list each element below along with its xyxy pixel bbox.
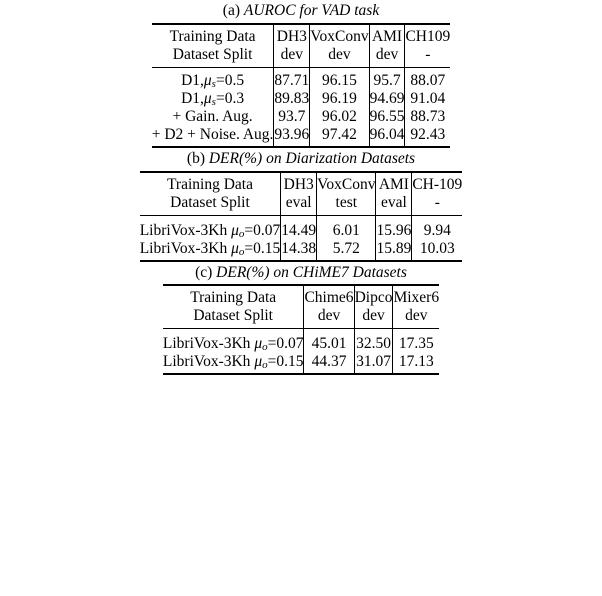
caption-b-label: (b)	[186, 149, 205, 167]
table-a-r1-label-mu: μ	[203, 89, 212, 107]
table-b-r1-c2: 5.72	[317, 240, 376, 261]
table-a-r0-c1: 87.71	[274, 71, 310, 89]
table-b-r1-label-sub: o	[238, 245, 245, 258]
table-a-r0-label-sub: s	[211, 77, 216, 90]
table-a-r2-label	[152, 108, 274, 126]
table-b-r0-c1: 14.49	[281, 221, 317, 239]
table-a-h2-c1: dev	[274, 46, 310, 68]
table-a-r3-c2: 97.42	[310, 126, 369, 147]
table-b-h2-c4: -	[412, 194, 462, 216]
table-a-r0-label-mu: μ	[203, 71, 212, 89]
caption-c-label: (c)	[195, 263, 213, 281]
table-row	[152, 72, 451, 90]
table-c-header-row-1	[163, 285, 439, 307]
table-c-h1-c0: Training Data	[163, 285, 304, 307]
table-b-h1-c4: CH-109	[412, 172, 462, 194]
table-a-r1-c3: 94.69	[369, 89, 405, 107]
table-b-wrapper	[0, 171, 602, 262]
table-a-header-row-1	[152, 24, 451, 46]
table-a-r1-label-prefix: D1,	[181, 89, 204, 107]
table-b-h2-c2: test	[317, 194, 376, 216]
table-b-r1-label-mu: μ	[231, 239, 239, 257]
table-a-r3-label	[152, 126, 274, 147]
table-c-r0-label-mu: μ	[254, 335, 263, 353]
table-row	[152, 126, 451, 147]
table-b-r1-label	[140, 240, 281, 261]
table-c-r1-c2: 31.07	[354, 353, 393, 374]
table-b-r0-c4: 9.94	[412, 222, 462, 240]
table-a-r3-c3: 96.04	[369, 126, 405, 147]
table-c-h2-c3: dev	[393, 307, 439, 329]
table-c-h2-c0: Dataset Split	[193, 307, 273, 325]
table-a-h1-c3: AMI	[369, 24, 405, 46]
table-c-r0-c1: 45.01	[304, 335, 354, 353]
table-b-r0-label-prefix: LibriVox-3Kh	[139, 221, 232, 239]
table-a-r3-c4: 92.43	[405, 126, 450, 147]
table-b-h1-c3: AMI	[376, 172, 412, 194]
table-c-r0-label-prefix: LibriVox-3Kh	[162, 335, 255, 353]
table-c-wrapper	[0, 284, 602, 375]
table-a-h2-c2: dev	[310, 46, 369, 68]
caption-b-text: DER(%) on Diarization Datasets	[208, 149, 416, 167]
table-b-r1-label-suffix: =0.15	[244, 239, 281, 257]
table-a-r0-c4: 88.07	[405, 72, 450, 90]
caption-a-text: AUROC for VAD task	[243, 2, 380, 19]
table-b-r1-c1: 14.38	[281, 240, 317, 261]
table-a-r2-c1: 93.7	[274, 108, 310, 126]
table-c-h1-c2: Dipco	[354, 285, 393, 307]
table-a-r2-label-prefix: + Gain. Aug.	[172, 107, 253, 125]
table-c-r0-label-suffix: =0.07	[267, 335, 304, 353]
table-c-r1-label-mu: μ	[254, 353, 263, 371]
table-row	[140, 240, 463, 261]
table-b-r0-label-suffix: =0.07	[244, 221, 281, 239]
table-a-h1-c2: VoxConv	[310, 24, 369, 46]
table-a-h2-c3: dev	[369, 46, 405, 68]
table-a-r0-c3: 95.7	[369, 72, 405, 90]
table-c-h1-c3: Mixer6	[393, 285, 439, 307]
table-a-h2-c4: -	[405, 46, 450, 68]
table-b-header-row-1	[140, 172, 463, 194]
table-a-wrapper	[0, 23, 602, 148]
table-row	[140, 222, 463, 240]
table-b-r0-label-sub: o	[238, 227, 245, 240]
table-c-r1-c3: 17.13	[393, 353, 439, 374]
table-a-r0-label	[152, 72, 274, 90]
table-a-r1-c1: 89.83	[274, 89, 310, 107]
table-a-r2-c3: 96.55	[369, 107, 405, 125]
table-c-r0-label	[163, 335, 304, 353]
table-c-h2-c2: dev	[354, 307, 393, 329]
caption-table-b	[0, 148, 602, 171]
table-c-h1-c1: Chime6	[304, 285, 354, 307]
table-c-r0-label-sub: o	[262, 341, 268, 354]
table-c-header-row-2	[163, 307, 439, 329]
table-a-h1-c1: DH3	[274, 24, 310, 46]
table-a-r0-label-prefix: D1,	[181, 71, 204, 89]
table-a-header-row-2	[152, 46, 451, 68]
caption-a-label: (a)	[222, 2, 240, 19]
table-b-h1-c1: DH3	[281, 172, 317, 194]
table-row	[163, 353, 439, 374]
table-row	[163, 335, 439, 353]
table-row	[152, 90, 451, 108]
table-a-r3-c1: 93.96	[274, 126, 310, 147]
table-a-r2-c4: 88.73	[405, 108, 450, 126]
table-b-h1-c2: VoxConv	[317, 172, 376, 194]
table-a-r1-label	[152, 90, 274, 108]
table-b-r1-c4: 10.03	[412, 240, 462, 261]
table-b-r0-label-mu: μ	[231, 221, 239, 239]
table-a	[152, 23, 451, 148]
table-b	[140, 171, 463, 262]
table-a-r3-label-prefix: + D2 + Noise. Aug.	[151, 125, 274, 143]
table-b-r0-c3: 15.96	[376, 221, 412, 239]
table-c-r1-label-sub: o	[262, 359, 268, 372]
table-a-r1-label-sub: s	[211, 95, 216, 108]
table-row	[152, 108, 451, 126]
table-c	[163, 284, 439, 375]
table-a-h1-c0: Training Data	[152, 24, 274, 46]
caption-table-c	[0, 262, 602, 285]
table-c-h2-c1: dev	[304, 307, 354, 329]
table-a-r2-c2: 96.02	[310, 108, 369, 126]
table-a-h1-c4: CH109	[405, 24, 450, 46]
table-b-h2-c3: eval	[376, 194, 412, 216]
table-b-r0-label	[140, 222, 281, 240]
table-c-r1-label-suffix: =0.15	[267, 353, 304, 371]
table-b-r1-label-prefix: LibriVox-3Kh	[139, 239, 232, 257]
table-c-r0-c3: 17.35	[393, 335, 439, 353]
caption-c-text: DER(%) on CHiME7 Datasets	[216, 263, 407, 281]
table-c-r1-label-prefix: LibriVox-3Kh	[162, 353, 255, 371]
table-b-h2-c0: Dataset Split	[170, 193, 250, 211]
table-a-r0-c2: 96.15	[310, 72, 369, 90]
table-b-h2-c1: eval	[281, 194, 317, 216]
table-b-r1-c3: 15.89	[376, 240, 412, 261]
table-a-r1-c4: 91.04	[405, 90, 450, 108]
table-c-r1-label	[163, 353, 304, 374]
table-b-header-row-2	[140, 194, 463, 216]
table-a-h2-c0: Dataset Split	[172, 45, 253, 63]
table-b-h1-c0: Training Data	[140, 172, 281, 194]
table-a-r1-c2: 96.19	[310, 90, 369, 108]
table-c-r0-c2: 32.50	[354, 335, 393, 353]
table-c-r1-c1: 44.37	[304, 353, 354, 374]
table-a-r1-label-suffix: =0.3	[215, 89, 245, 107]
caption-table-a	[0, 0, 602, 23]
table-a-r0-label-suffix: =0.5	[215, 71, 245, 89]
table-b-r0-c2: 6.01	[317, 222, 376, 240]
